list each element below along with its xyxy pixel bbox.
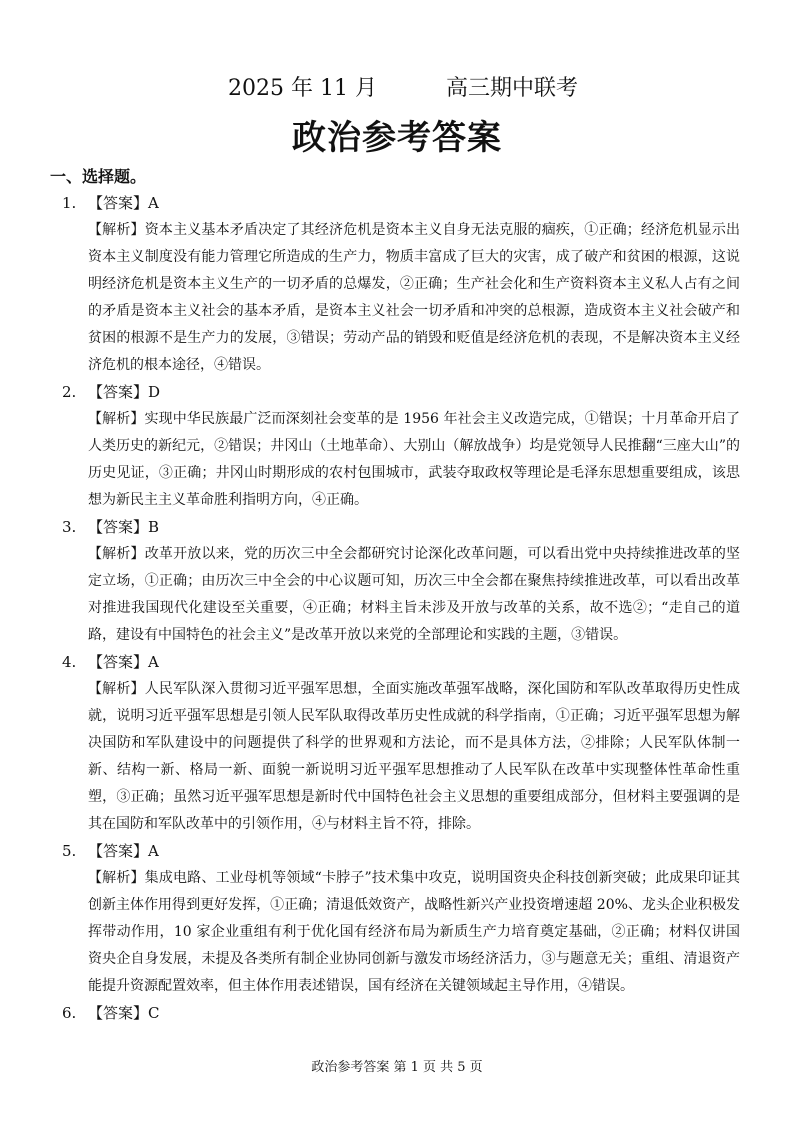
question-number: 3. [62,518,77,536]
answer-label: 【答案】 [88,653,149,671]
question-number: 5. [62,842,77,860]
section-heading: 一、选择题。 [50,167,147,186]
page-footer: 政治参考答案 第 1 页 共 5 页 [311,1060,483,1075]
analysis-label: 【解析】 [88,870,145,886]
question-6 [0,1000,794,1027]
answer-value: B [148,518,160,536]
answer-label: 【答案】 [88,383,149,401]
page-title: 政治参考答案 [292,118,502,158]
analysis-text: 集成电路、工业母机等领域“卡脖子”技术集中攻克，说明国资央企科技创新突破；此成果印证其创新主体作用得到更好发挥，①正确；清退低效资产，战略性新兴产业投资增速超 20%、龙头企业积极发挥带动作用，10 家企业重组有利于优化国有经济布局为新质生产力培育奠定基础，②正确；材料仅讲国资央企自身发展，未提及各类所有制企业协同创新与激发市场经济活力，③与题意无关；重组、清退资产能提升资源配置效率，但主体作用表述错误，国有经济在关键领域起主导作用，④错误。 [88,870,741,994]
answer-line [0,1000,794,1027]
exam-date: 2025 年 11 月 [228,76,377,101]
analysis-label: 【解析】 [88,546,145,562]
question-1 [0,190,794,379]
analysis-paragraph [88,676,740,838]
question-list [0,190,794,1027]
answer-value: A [148,194,159,212]
analysis-paragraph [88,406,740,514]
answer-label: 【答案】 [88,1004,149,1022]
answer-line [0,838,794,865]
question-3 [0,514,794,649]
answer-line [0,379,794,406]
answer-line [0,190,794,217]
question-2 [0,379,794,514]
question-5 [0,838,794,1000]
answer-value: A [148,842,159,860]
analysis-text: 人民军队深入贯彻习近平强军思想，全面实施改革强军战略，深化国防和军队改革取得历史性成就，说明习近平强军思想是引领人民军队取得改革历史性成就的科学指南，①正确；习近平强军思想为解决国防和军队建设中的问题提供了科学的世界观和方法论，而不是具体方法，②排除；人民军队体制一新、结构一新、格局一新、面貌一新说明习近平强军思想推动了人民军队在改革中实现整体性革命性重塑，③正确；虽然习近平强军思想是新时代中国特色社会主义思想的重要组成部分，但材料主要强调的是其在国防和军队改革中的引领作用，④与材料主旨不符，排除。 [88,681,741,832]
question-number: 4. [62,653,77,671]
analysis-text: 实现中华民族最广泛而深刻社会变革的是 1956 年社会主义改造完成，①错误；十月革命开启了人类历史的新纪元，②错误；井冈山（土地革命）、大别山（解放战争）均是党领导人民推翻“三座大山”的历史见证，③正确；井冈山时期形成的农村包围城市，武装夺取政权等理论是毛泽东思想重要组成，该思想为新民主主义革命胜利指明方向，④正确。 [88,411,740,508]
answer-label: 【答案】 [88,842,149,860]
answer-value: A [148,653,159,671]
analysis-text: 资本主义基本矛盾决定了其经济危机是资本主义自身无法克服的痼疾，①正确；经济危机显示出资本主义制度没有能力管理它所造成的生产力，物质丰富成了巨大的灾害，成了破产和贫困的根源，这说明经济危机是资本主义生产的一切矛盾的总爆发，②正确；生产社会化和生产资料资本主义私人占有之间的矛盾是资本主义社会的基本矛盾，是资本主义社会一切矛盾和冲突的总根源，造成资本主义社会破产和贫困的根源不是生产力的发展，③错误；劳动产品的销毁和贬值是经济危机的表现，不是解决资本主义经济危机的根本途径，④错误。 [88,222,741,373]
exam-header [0,72,794,106]
answer-value: C [148,1004,160,1022]
analysis-label: 【解析】 [88,681,145,697]
answer-line [0,514,794,541]
question-4 [0,649,794,838]
analysis-paragraph [88,541,740,649]
analysis-paragraph [88,217,740,379]
analysis-paragraph [88,865,740,1000]
question-number: 6. [62,1004,77,1022]
answer-label: 【答案】 [88,518,149,536]
analysis-text: 改革开放以来，党的历次三中全会都研究讨论深化改革问题，可以看出党中央持续推进改革的坚定立场，①正确；由历次三中全会的中心议题可知，历次三中全会都在聚焦持续推进改革，可以看出改革对推进我国现代化建设至关重要，④正确；材料主旨未涉及开放与改革的关系，故不选②；“走自己的道路，建设有中国特色的社会主义”是改革开放以来党的全部理论和实践的主题，③错误。 [88,546,741,643]
analysis-label: 【解析】 [88,411,145,427]
question-number: 1. [62,194,77,212]
question-number: 2. [62,383,77,401]
answer-line [0,649,794,676]
answer-label: 【答案】 [88,194,149,212]
analysis-label: 【解析】 [88,222,145,238]
answer-value: D [148,383,161,401]
exam-name: 高三期中联考 [446,76,579,101]
